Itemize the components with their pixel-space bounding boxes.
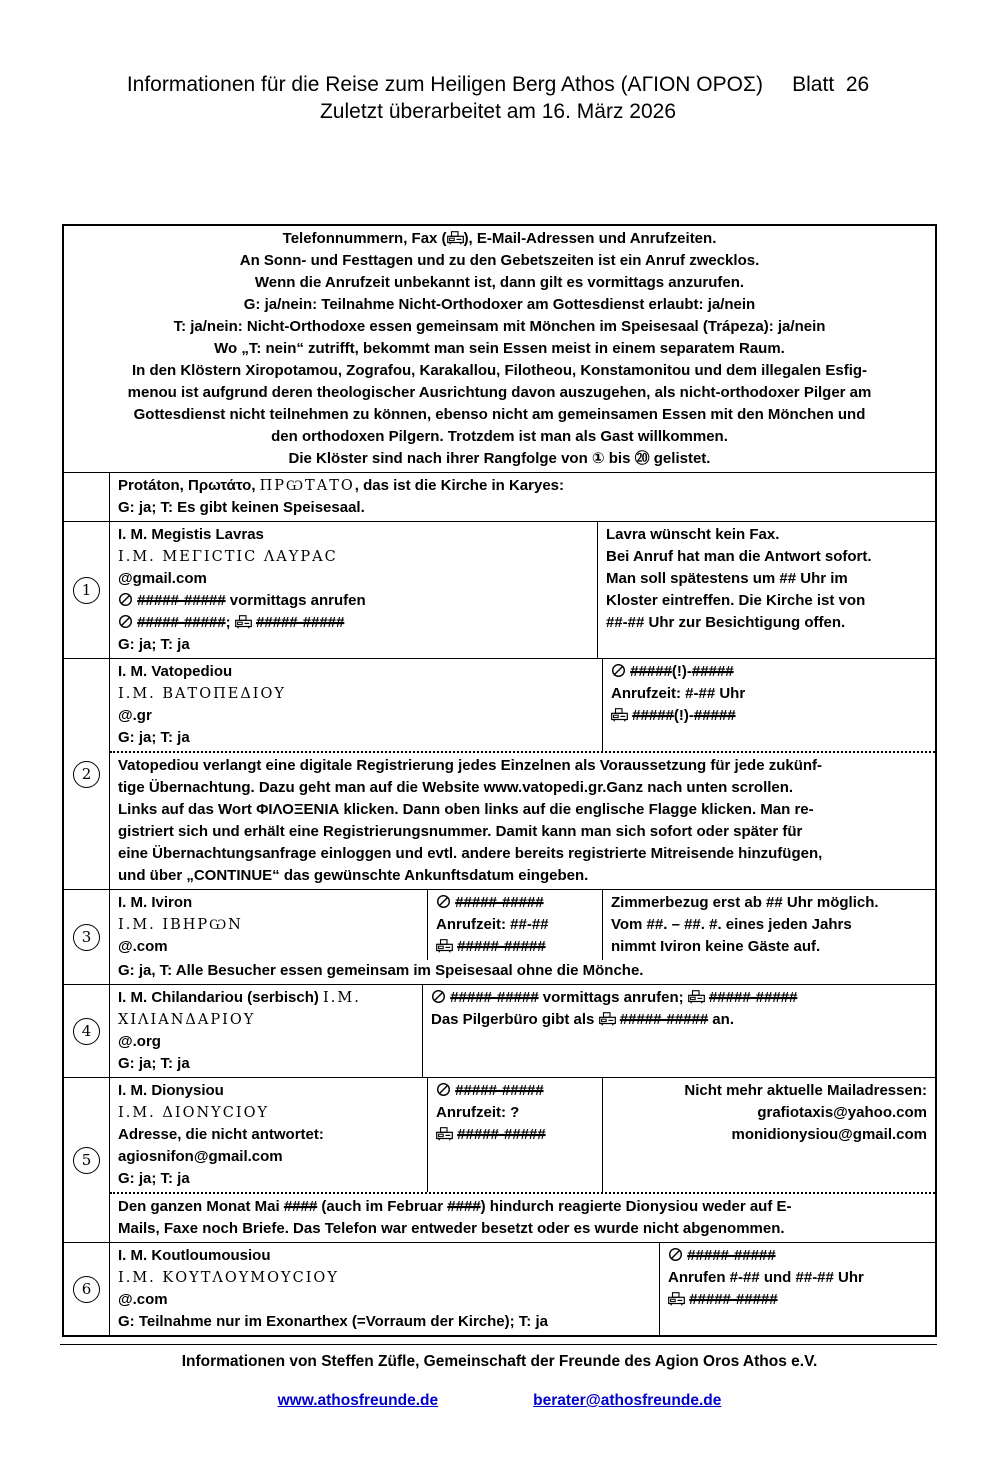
row-vatopediou <box>64 658 935 889</box>
footer-credit: Informationen von Steffen Züfle, Gemeinschaft der Freunde des Agion Oros Athos e.V. <box>181 1353 818 1370</box>
text-line: #####-##### <box>668 1289 927 1311</box>
text-line: Protáton, Πρωτάτο, ΠΡѠΤΑΤΟ, das ist die Kirche in Karyes: <box>118 477 565 494</box>
text-line: nimmt Iviron keine Gäste auf. <box>611 938 821 955</box>
page-subtitle: Zuletzt überarbeitet am 16. März 2026 <box>319 100 676 123</box>
phone-icon <box>436 894 451 909</box>
text-line: Das Pilgerbüro gibt als #####-##### an. <box>431 1011 734 1028</box>
text-line: I. M. Koutloumousiou <box>118 1247 271 1264</box>
dionysiou-mail-cell <box>602 1078 935 1192</box>
text-line: @.gr <box>118 707 152 724</box>
footer-divider <box>60 1344 937 1345</box>
text-line: T: ja/nein: Nicht-Orthodoxe essen gemeinsam mit Mönchen im Speisesaal (Trápeza): ja/nein <box>173 318 826 335</box>
text-line: Links auf das Wort ΦΙΛΟΞΕΝΙΑ klicken. Dann oben links auf die englische Flagge klicken. Man re- <box>118 801 814 818</box>
chilandariou-phone-cell <box>422 985 935 1077</box>
text-line: Wo „T: nein“ zutrifft, bekommt man sein Essen meist in einem separatem Raum. <box>214 340 785 357</box>
text-line: ##-## Uhr zur Besichtigung offen. <box>606 614 846 631</box>
text-line: Anrufzeit: ? <box>436 1104 520 1121</box>
row-protaton <box>64 472 935 521</box>
text-line: I. M. Dionysiou <box>118 1082 224 1099</box>
rank-badge-4: 4 <box>73 1018 100 1045</box>
rank-badge-2: 2 <box>73 761 100 788</box>
text-line: Adresse, die nicht antwortet: <box>118 1126 324 1143</box>
text-line: gistriert sich und erhält eine Registrierungsnummer. Damit kann man sich sofort oder später für <box>118 823 803 840</box>
text-line: Anrufen #-## und ##-## Uhr <box>668 1269 864 1286</box>
text-line: #####-##### vormittags anrufen <box>118 590 589 612</box>
rank-badge-1: 1 <box>73 577 100 604</box>
fax-icon <box>599 1012 616 1026</box>
rank-cell-protaton <box>64 473 110 521</box>
text-line: I. M. Chilandariou (serbisch) Ι.Μ. <box>118 989 361 1006</box>
text-line: G: ja/nein: Teilnahme Nicht-Orthodoxer am Gottesdienst erlaubt: ja/nein <box>243 296 756 313</box>
row-iviron <box>64 889 935 984</box>
text-line: tige Übernachtung. Dazu geht man auf die Website www.vatopedi.gr.Ganz nach unten scrollen. <box>118 779 794 796</box>
text-line: #####-##### vormittags anrufen; #####-##### <box>431 987 927 1009</box>
text-line: Ι.Μ. ΒΑΤΟΠΕΔΙΟΥ <box>118 686 286 702</box>
text-line: Gottesdienst nicht teilnehmen zu können, ebenso nicht am gemeinsamen Essen mit den Mönchen und <box>133 406 866 423</box>
text-line: den orthodoxen Pilgern. Trotzdem ist man als Gast willkommen. <box>271 428 728 445</box>
text-line: Die Klöster sind nach ihrer Rangfolge von ① bis ⑳ gelistet. <box>288 450 711 467</box>
fax-icon <box>235 615 252 629</box>
rank-badge-5: 5 <box>73 1147 100 1174</box>
footer-links <box>62 1392 937 1410</box>
text-line: @.org <box>118 1033 161 1050</box>
lavras-note-cell <box>597 522 935 658</box>
text-line: Nicht mehr aktuelle Mailadressen: <box>684 1082 927 1099</box>
text-line: ΧΙΛΙΑΝΔΑΡΙΟΥ <box>118 1012 256 1028</box>
phone-icon <box>431 989 446 1004</box>
text-line: monidionysiou@gmail.com <box>731 1126 927 1143</box>
protaton-cell <box>110 473 935 521</box>
text-line: Anrufzeit: ##-## <box>436 916 549 933</box>
koutloumousiou-contact-cell <box>110 1243 659 1335</box>
text-line: G: ja; T: ja <box>118 729 190 746</box>
fax-icon <box>436 1127 453 1141</box>
row-koutloumousiou <box>64 1242 935 1335</box>
fax-icon <box>611 708 628 722</box>
vatopediou-contact-cell <box>110 659 602 751</box>
text-line: Ι.Μ. ΚΟΥΤΛΟΥΜΟΥϹΙΟΥ <box>118 1270 339 1286</box>
text-line: I. M. Megistis Lavras <box>118 526 264 543</box>
text-line: #####(!)-##### <box>611 661 927 683</box>
text-line: G: Teilnahme nur im Exonarthex (=Vorraum der Kirche); T: ja <box>118 1313 548 1330</box>
text-line: agiosnifon@gmail.com <box>118 1148 283 1165</box>
phone-icon <box>668 1247 683 1262</box>
text-line: #####(!)-##### <box>611 705 927 727</box>
fax-icon <box>436 939 453 953</box>
email-link[interactable]: berater@athosfreunde.de <box>533 1392 722 1409</box>
text-line: Ι.Μ. ΙΒΗΡѠΝ <box>118 917 243 933</box>
text-line: @.com <box>118 1291 168 1308</box>
text-line: Zimmerbezug erst ab ## Uhr möglich. <box>611 894 879 911</box>
text-line: G: ja; T: Es gibt keinen Speisesaal. <box>118 499 365 516</box>
text-line: #####-#####; #####-##### <box>118 612 589 634</box>
text-line: G: ja; T: ja <box>118 636 190 653</box>
rank-cell-6 <box>64 1243 110 1335</box>
text-line: Kloster eintreffen. Die Kirche ist von <box>606 592 866 609</box>
vatopediou-registration-note <box>110 751 935 889</box>
rank-cell-4 <box>64 985 110 1077</box>
phone-icon <box>118 614 133 629</box>
rank-badge-6: 6 <box>73 1276 100 1303</box>
text-line: Ι.Μ. ΔΙΟΝΥϹΙΟΥ <box>118 1105 270 1121</box>
table-intro-block <box>64 226 935 472</box>
text-line: Vatopediou verlangt eine digitale Registrierung jedes Einzelnen als Voraussetzung für jede zukünf- <box>118 757 823 774</box>
iviron-phone-cell <box>427 890 602 960</box>
iviron-note-cell <box>602 890 935 960</box>
monastery-info-table <box>62 224 937 1337</box>
phone-icon <box>118 592 133 607</box>
phone-icon <box>611 663 626 678</box>
page-title: Informationen für die Reise zum Heiligen Berg Athos (ΑΓΙΟΝ ΟΡΟΣ) Blatt 26 <box>126 73 870 96</box>
text-line: An Sonn- und Festtagen und zu den Gebetszeiten ist ein Anruf zwecklos. <box>239 252 760 269</box>
dionysiou-contact-cell <box>110 1078 427 1192</box>
text-line: G: ja; T: ja <box>118 1170 190 1187</box>
text-line: G: ja; T: ja <box>118 1055 190 1072</box>
row-chilandariou <box>64 984 935 1077</box>
phone-icon <box>436 1082 451 1097</box>
rank-cell-1 <box>64 522 110 658</box>
text-line: #####-##### <box>668 1245 927 1267</box>
fax-icon <box>668 1292 685 1306</box>
text-line: Man soll spätestens um ## Uhr im <box>606 570 848 587</box>
text-line: #####-##### <box>436 892 594 914</box>
iviron-gt-line <box>110 960 935 984</box>
text-line: Anrufzeit: #-## Uhr <box>611 685 746 702</box>
text-line: und über „CONTINUE“ das gewünschte Ankunftsdatum eingeben. <box>118 867 589 884</box>
text-line: Wenn die Anrufzeit unbekannt ist, dann gilt es vormittags anzurufen. <box>254 274 745 291</box>
vatopediou-phone-cell <box>602 659 935 751</box>
row-megistis-lavras <box>64 521 935 658</box>
row-dionysiou <box>64 1077 935 1242</box>
fax-icon <box>447 231 464 245</box>
text-line: #####-##### <box>436 936 594 958</box>
text-line: G: ja, T: Alle Besucher essen gemeinsam im Speisesaal ohne die Mönche. <box>118 962 644 979</box>
text-line: menou ist aufgrund deren theologischer Ausrichtung davon auszugehen, als nicht-orthodoxer Pilger am <box>127 384 872 401</box>
text-line: In den Klöstern Xiropotamou, Zografou, Karakallou, Filotheou, Konstamonitou und dem illegalen Esfig- <box>131 362 868 379</box>
iviron-contact-cell <box>110 890 427 960</box>
text-line: grafiotaxis@yahoo.com <box>757 1104 927 1121</box>
rank-cell-2 <box>64 659 110 889</box>
rank-cell-3 <box>64 890 110 984</box>
text-line: #####-##### <box>436 1124 594 1146</box>
text-line: Lavra wünscht kein Fax. <box>606 526 780 543</box>
text-line: I. M. Iviron <box>118 894 193 911</box>
text-line: @gmail.com <box>118 570 207 587</box>
lavras-contact-cell <box>110 522 597 658</box>
koutloumousiou-phone-cell <box>659 1243 935 1335</box>
text-line: Vom ##. – ##. #. eines jeden Jahrs <box>611 916 852 933</box>
text-line: Bei Anruf hat man die Antwort sofort. <box>606 548 872 565</box>
text-line: eine Übernachtungsanfrage einloggen und evtl. andere bereits registrierte Mitreisende hinzufügen, <box>118 845 823 862</box>
chilandariou-contact-cell <box>110 985 422 1077</box>
dionysiou-unreachable-note <box>110 1192 935 1242</box>
text-line: Mails, Faxe noch Briefe. Das Telefon war entweder besetzt oder es wurde nicht abgenommen. <box>118 1220 785 1237</box>
text-line: Den ganzen Monat Mai #### (auch im Februar ####) hindurch reagierte Dionysiou weder auf E- <box>118 1198 792 1215</box>
text-line: #####-##### <box>436 1080 594 1102</box>
fax-icon <box>688 990 705 1004</box>
text-line: Telefonnummern, Fax ( ), E-Mail-Adressen und Anrufzeiten. <box>282 230 717 247</box>
text-line: @.com <box>118 938 168 955</box>
rank-badge-3: 3 <box>73 924 100 951</box>
text-line: Ι.Μ. ΜΕΓΙϹΤΙϹ ΛΑΥΡΑϹ <box>118 549 338 565</box>
text-line: I. M. Vatopediou <box>118 663 233 680</box>
dionysiou-phone-cell <box>427 1078 602 1192</box>
website-link[interactable]: www.athosfreunde.de <box>277 1392 439 1409</box>
rank-cell-5 <box>64 1078 110 1242</box>
